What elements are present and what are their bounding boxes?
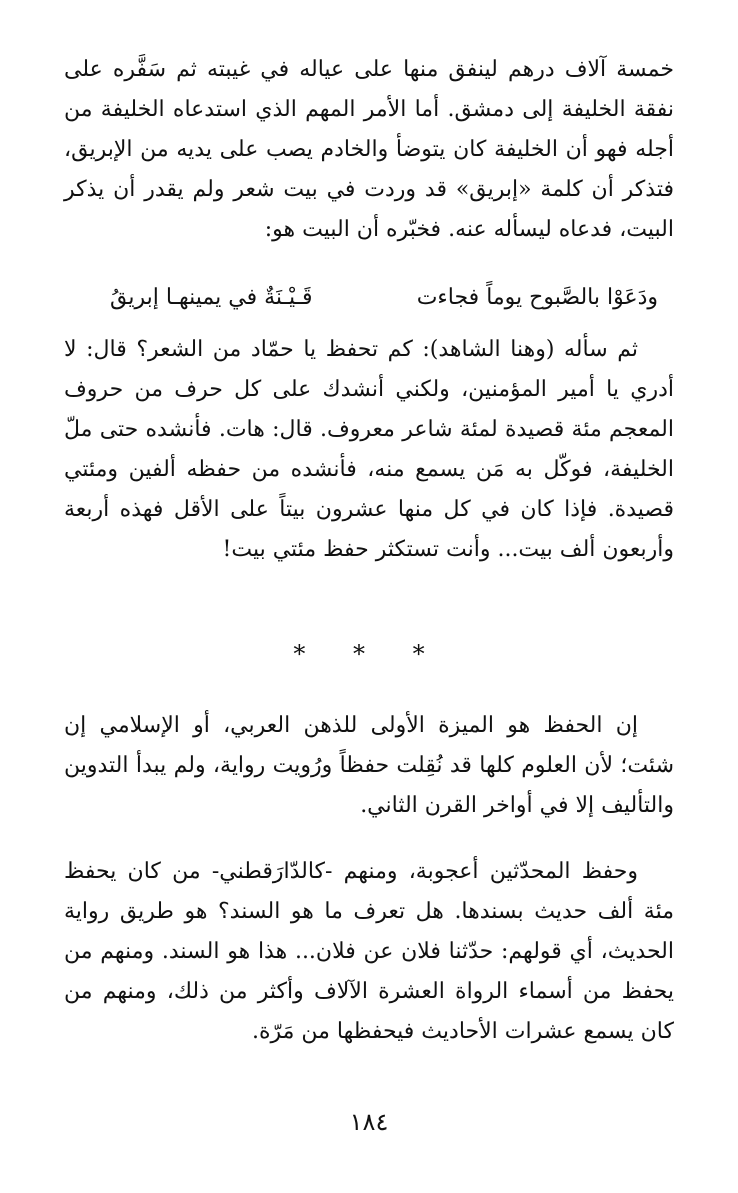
paragraph-1 [64, 50, 674, 250]
paragraph-text: وحفظ المحدّثين أعجوبة، ومنهم -كالدّارَقطني- من كان يحفظ مئة ألف حديث بسندها. هل تعرف ما هو السند؟ هو طريق رواية الحديث، أي قولهم: حدّثنا فلان عن فلان... هذا هو السند. ومنهم من يحفظ من أسماء الرواة العشرة الآلاف وأكثر من ذلك، ومنهم من كان يسمع عشرات الأحاديث فيحفظها من مَرّة. [64, 859, 674, 1044]
paragraph-4 [64, 852, 674, 1052]
verse-first-hemistich: ودَعَوْا بالصَّبوح يوماً فجاءت [416, 285, 658, 310]
verse-second-hemistich: قَـيْـنَةٌ في يمينهـا إبريقُ [110, 285, 313, 310]
paragraph-text: ثم سأله (وهنا الشاهد): كم تحفظ يا حمّاد من الشعر؟ قال: لا أدري يا أمير المؤمنين، ولكني أنشدك على كل حرف من حروف المعجم مئة قصيدة لمئة شاعر معروف. قال: هات. فأنشده حتى ملّ الخليفة، فوكّل به مَن يسمع منه، فأنشده من حفظه ألفين ومئتي قصيدة. فإذا كان في كل منها عشرون بيتاً على الأقل فهذه أربعة وأربعون ألف بيت... وأنت تستكثر حفظ مئتي بيت! [64, 337, 674, 562]
paragraph-2 [64, 330, 674, 570]
section-separator: * * * [293, 640, 445, 668]
paragraph-text: خمسة آلاف درهم لينفق منها على عياله في غيبته ثم سَفَّره على نفقة الخليفة إلى دمشق. أما الأمر المهم الذي استدعاه الخليفة من أجله فهو أن الخليفة كان يتوضأ والخادم يصب على يديه من الإبريق، فتذكر أن كلمة «إبريق» قد وردت في بيت شعر ولم يقدر أن يذكر البيت، فدعاه ليسأله عنه. فخبّره أن البيت هو: [64, 57, 674, 242]
paragraph-text: إن الحفظ هو الميزة الأولى للذهن العربي، أو الإسلامي إن شئت؛ لأن العلوم كلها قد نُقِلت حفظاً ورُويت رواية، ولم يبدأ التدوين والتأليف إلا في أواخر القرن الثاني. [64, 713, 674, 818]
page-number: ١٨٤ [349, 1108, 389, 1136]
paragraph-3 [64, 706, 674, 826]
poem-verse [110, 278, 658, 318]
